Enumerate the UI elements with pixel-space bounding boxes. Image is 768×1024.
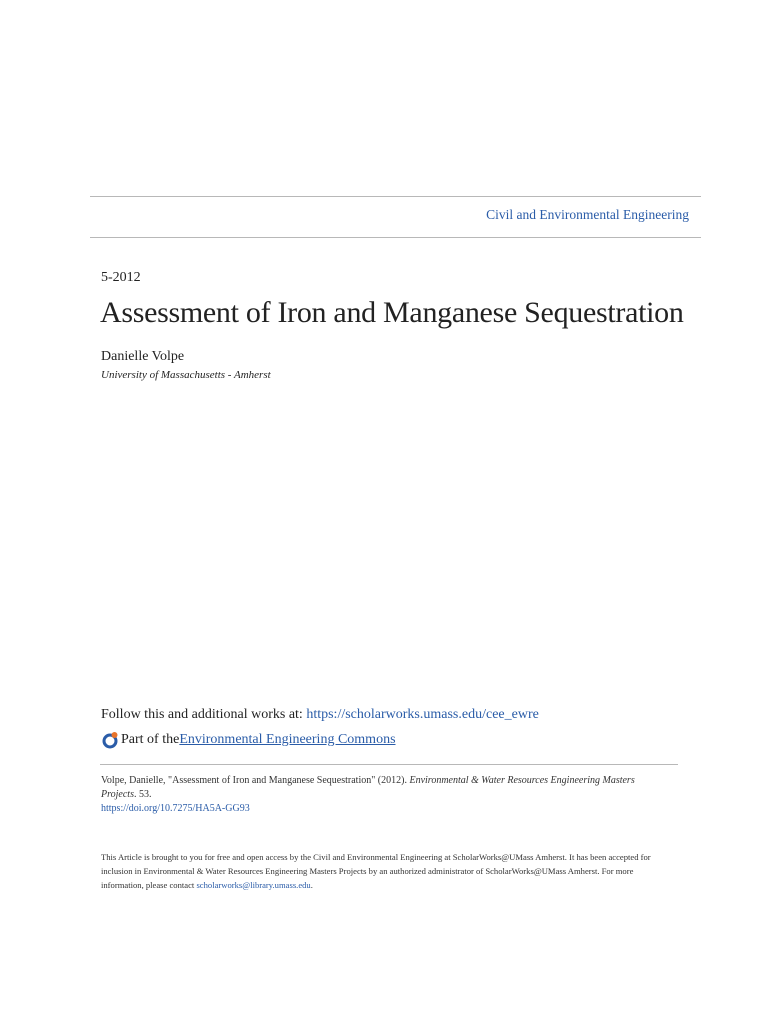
article-title: Assessment of Iron and Manganese Sequestration — [100, 296, 684, 329]
part-of-line — [101, 731, 396, 749]
publication-date: 5-2012 — [101, 270, 141, 285]
recommended-citation — [101, 774, 671, 816]
header-divider — [90, 237, 701, 238]
citation-divider — [100, 764, 678, 765]
department-link[interactable]: Civil and Environmental Engineering — [486, 207, 689, 222]
citation-series: Environmental & Water Resources Engineering Masters Projects — [101, 775, 635, 800]
follow-url-link[interactable]: https://scholarworks.umass.edu/cee_ewre — [306, 707, 539, 722]
author-name: Danielle Volpe — [101, 349, 185, 364]
contact-email-link[interactable]: scholarworks@library.umass.edu — [196, 880, 311, 890]
doi-link[interactable]: https://doi.org/10.7275/HA5A-GG93 — [101, 803, 250, 814]
notice-text: This Article is brought to you for free and open access by the Civil and Environmental Engineering at ScholarWorks@UMass Amherst. It has been accepted for inclusion in Environmental & Water Resources Engineering Masters Projects by an authorized administrator of ScholarWorks@UMass Amherst. For more information, please contact — [101, 852, 651, 890]
bepress-commons-icon — [101, 731, 119, 749]
citation-text: Volpe, Danielle, "Assessment of Iron and Manganese Sequestration" (2012). — [101, 775, 410, 786]
follow-line — [101, 707, 539, 723]
citation-number: . 53. — [133, 789, 152, 800]
commons-link[interactable]: Environmental Engineering Commons — [179, 732, 396, 747]
author-affiliation: University of Massachusetts - Amherst — [101, 369, 271, 381]
follow-prefix: Follow this and additional works at: — [101, 707, 307, 722]
part-of-prefix: Part of the — [121, 732, 180, 747]
notice-end: . — [310, 880, 313, 890]
top-divider — [90, 196, 701, 197]
access-notice — [101, 850, 671, 892]
